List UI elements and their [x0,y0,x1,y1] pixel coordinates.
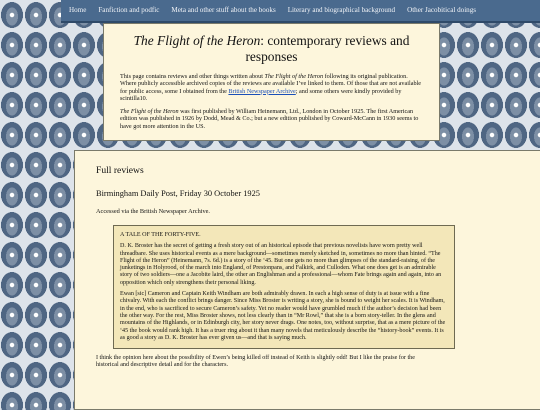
quote-paragraph-2: Ewan [sic] Cameron and Captain Keith Windham are both admirably drawn. In each a high sense of duty is at issue with a fine chivalry. With each the conflict brings danger. Since Miss Broster is writing a story, she is bound to weight her scales. It is Windham, in the end, who is sacrificed to secure Cameron’s safety. Yet no reader would have grumbled much if the author’s decision had been the other way. For the rest, Miss Broster shows, not less clearly than in “Mr Rowl,” that she is a born story-teller. In the glens and mountains of the Highlands, or in Edinburgh city, her story never drags. One notes, too, without surprise, that as a mere picture of the ‘45 the book would rank high. It has a truer ring about it than many novels that meticulously describe the “history-book” events. It is as good a story as D. K. Broster has ever given us—and that is saying much. [120,291,446,341]
nav-item-fanfiction[interactable]: Fanfiction and podfic [98,6,160,14]
reviews-panel [74,150,540,410]
nav-item-literary-background[interactable]: Literary and biographical background [287,6,396,14]
review-comment: I think the opinion here about the possibility of Ewen’s being killed off instead of Keith is slightly odd! But I like the praise for the historical and descriptive detail and for the characters. [96,355,415,369]
british-newspaper-archive-link[interactable]: British Newspaper Archive [228,87,296,95]
page-title-rest: : contemporary reviews and responses [245,33,410,64]
nav-item-jacobitical[interactable]: Other Jacobitical doings [407,6,477,14]
archive-note: Accessed via the British Newspaper Archive. [96,208,211,215]
nav-item-home[interactable]: Home [69,6,87,14]
book-title-italic: The Flight of the Heron [264,73,324,80]
review-quote [113,225,455,349]
intro-panel [103,23,440,141]
top-navigation [61,0,540,23]
quote-title: A TALE OF THE FORTY-FIVE. [120,232,201,238]
nav-item-meta[interactable]: Meta and other stuff about the books [171,6,276,14]
intro-text: was first published by William Heinemann, Ltd., London in October 1925. The first American edition was published in 1926 by Dodd, Mead & Co.; but a new edition published by Coward-McCann in 1930 seems to have got more attention in the US. [120,108,419,130]
intro-paragraph-1 [120,73,423,102]
intro-text: This page contains reviews and other things written about [120,73,265,80]
intro-paragraph-2 [120,108,423,130]
quote-paragraph-1: D. K. Broster has the secret of getting a fresh story out of an historical episode that previous novelists have worn pretty well threadbare. She uses historical events as a mere background—sometimes merely sketched in, sometimes no more than hinted. “The Flight of the Heron” (Heinemann, 7s. 6d.) is a story of the ‘45. But one gets no more than glimpses of the standard-raising, of the junketings in Holyrood, of the march into England, of Prestonpans, and Falkirk, and Culloden. What one does get is an admirable story of two soldiers—one a Jacobite laird, the other an Englishman and a professional—whom Fate brings again and again, into an opposition which only strengthens their personal liking. [120,243,442,286]
book-title-italic: The Flight of the Heron [120,108,179,116]
intro-text: following its original publication. Where publicly accessible archived copies of the reviews are available I’ve linked to them. Of those that are not available for public access, some I obtained from the [120,73,421,95]
intro-text: ; and some others were kindly provided by scintilla10. [120,87,402,102]
review-heading: Birmingham Daily Post, Friday 30 October 1925 [96,189,260,198]
page-title-italic: The Flight of the Heron [133,33,261,48]
full-reviews-heading: Full reviews [96,165,144,176]
page-title [120,33,423,65]
